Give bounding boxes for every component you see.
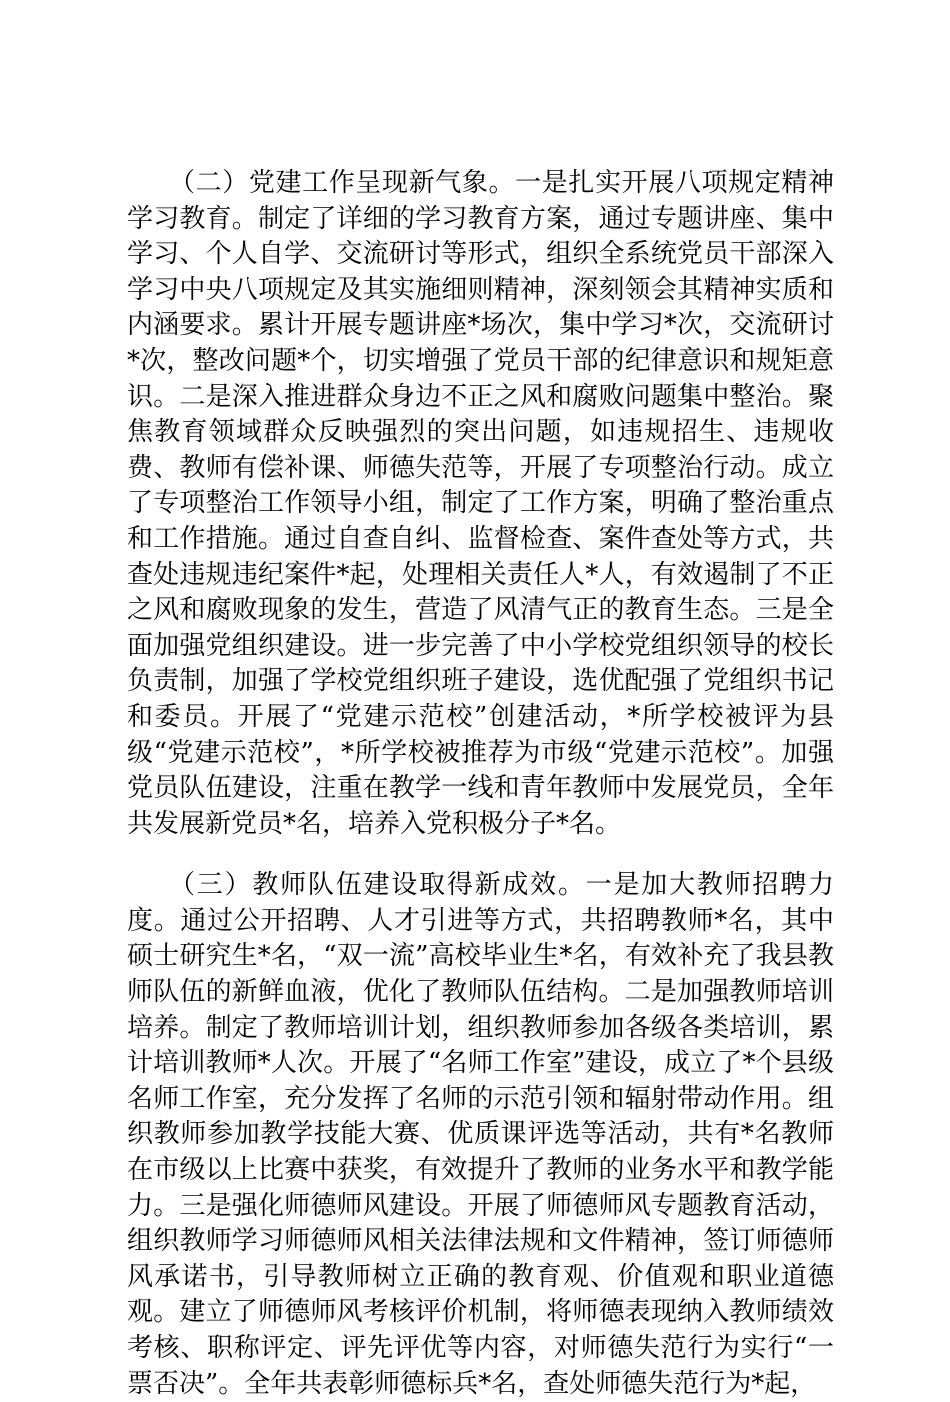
- paragraph-teacher-team: （三）教师队伍建设取得新成效。一是加大教师招聘力度。通过公开招聘、人才引进等方式，共招聘教师*名，其中硕士研究生*名，“双一流”高校毕业生*名，有效补充了我县教师队伍的新鲜血液，优化了教师队伍结构。二是加强教师培训培养。制定了教师培训计划，组织教师参加各级各类培训，累计培训教师*人次。开展了“名师工作室”建设，成立了*个县级名师工作室，充分发挥了名师的示范引领和辐射带动作用。组织教师参加教学技能大赛、优质课评选等活动，共有*名教师在市级以上比赛中获奖，有效提升了教师的业务水平和教学能力。三是强化师德师风建设。开展了师德师风专题教育活动，组织教师学习师德师风相关法律法规和文件精神，签订师德师风承诺书，引导教师树立正确的教育观、价值观和职业道德观。建立了师德师风考核评价机制，将师德表现纳入教师绩效考核、职称评定、评先评优等内容，对师德失范行为实行“一票否决”。全年共表彰师德标兵*名，查处师德失范行为*起，: [127, 870, 834, 1399]
- paragraph-party-building: （二）党建工作呈现新气象。一是扎实开展八项规定精神学习教育。制定了详细的学习教育方案，通过专题讲座、集中学习、个人自学、交流研讨等形式，组织全系统党员干部深入学习中央八项规定及其实施细则精神，深刻领会其精神实质和内涵要求。累计开展专题讲座*场次，集中学习*次，交流研讨*次，整改问题*个，切实增强了党员干部的纪律意识和规矩意识。二是深入推进群众身边不正之风和腐败问题集中整治。聚焦教育领域群众反映强烈的突出问题，如违规招生、违规收费、教师有偿补课、师德失范等，开展了专项整治行动。成立了专项整治工作领导小组，制定了工作方案，明确了整治重点和工作措施。通过自查自纠、监督检查、案件查处等方式，共查处违规违纪案件*起，处理相关责任人*人，有效遏制了不正之风和腐败现象的发生，营造了风清气正的教育生态。三是全面加强党组织建设。进一步完善了中小学校党组织领导的校长负责制，加强了学校党组织班子建设，选优配强了党组织书记和委员。开展了“党建示范校”创建活动，*所学校被评为县级“党建示范校”，*所学校被推荐为市级“党建示范校”。加强党员队伍建设，注重在教学一线和青年教师中发展党员，全年共发展新党员*名，培养入党积极分子*名。: [127, 168, 834, 839]
- document-page: [127, 166, 834, 1402]
